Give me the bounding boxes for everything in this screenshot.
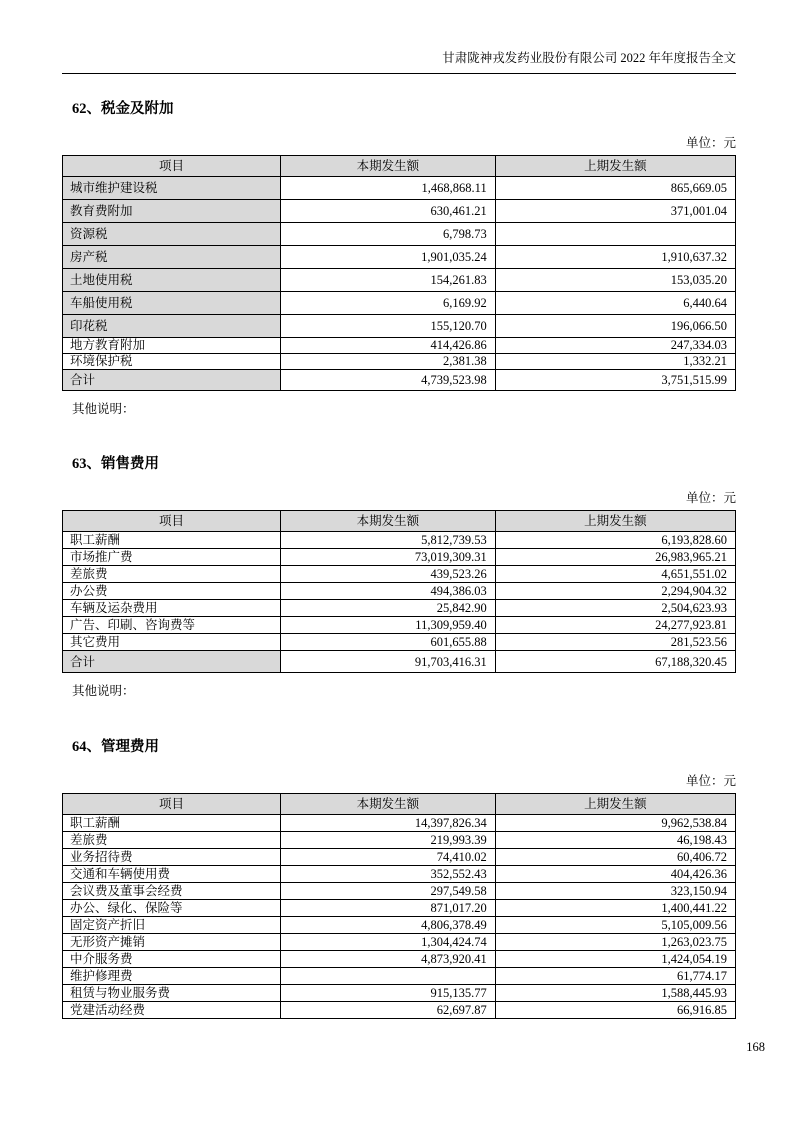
table-row xyxy=(63,814,736,831)
current-period-value-cell: 154,261.83 xyxy=(281,268,496,291)
taxes-and-surcharges-table xyxy=(62,155,736,391)
prior-period-value-cell: 404,426.36 xyxy=(495,865,735,882)
row-label-cell: 教育费附加 xyxy=(63,199,281,222)
column-header-item: 项目 xyxy=(63,511,281,532)
current-period-value-cell: 5,812,739.53 xyxy=(281,532,496,549)
table-row xyxy=(63,1001,736,1018)
table-row xyxy=(63,848,736,865)
section-63-other-note: 其他说明： xyxy=(72,684,135,699)
section-64-title: 64、管理费用 xyxy=(72,738,159,755)
table-row xyxy=(63,916,736,933)
table-row xyxy=(63,353,736,369)
current-period-value-cell: 297,549.58 xyxy=(281,882,496,899)
row-label-cell: 市场推广费 xyxy=(63,549,281,566)
current-period-value-cell: 62,697.87 xyxy=(281,1001,496,1018)
current-period-value-cell: 74,410.02 xyxy=(281,848,496,865)
row-label-cell: 办公费 xyxy=(63,583,281,600)
prior-period-value-cell: 1,910,637.32 xyxy=(495,245,735,268)
row-label-cell: 业务招待费 xyxy=(63,848,281,865)
current-period-value-cell: 4,739,523.98 xyxy=(281,369,496,390)
table-row xyxy=(63,600,736,617)
row-label-cell: 无形资产摊销 xyxy=(63,933,281,950)
section-62-unit-label: 单位：元 xyxy=(685,135,736,150)
row-label-cell: 会议费及董事会经费 xyxy=(63,882,281,899)
table-row xyxy=(63,222,736,245)
current-period-value-cell: 91,703,416.31 xyxy=(281,651,496,673)
table-header-row xyxy=(63,155,736,176)
current-period-value-cell: 25,842.90 xyxy=(281,600,496,617)
column-header-item: 项目 xyxy=(63,793,281,814)
current-period-value-cell: 11,309,959.40 xyxy=(281,617,496,634)
row-label-cell: 职工薪酬 xyxy=(63,814,281,831)
page-header xyxy=(62,0,736,74)
table-row xyxy=(63,865,736,882)
row-label-cell: 租赁与物业服务费 xyxy=(63,984,281,1001)
table-row xyxy=(63,532,736,549)
row-label-cell: 党建活动经费 xyxy=(63,1001,281,1018)
prior-period-value-cell: 1,263,023.75 xyxy=(495,933,735,950)
prior-period-value-cell: 9,962,538.84 xyxy=(495,814,735,831)
table-total-row xyxy=(63,369,736,390)
section-64-unit-label: 单位：元 xyxy=(685,773,736,788)
table-row xyxy=(63,549,736,566)
current-period-value-cell: 630,461.21 xyxy=(281,199,496,222)
row-label-cell: 差旅费 xyxy=(63,831,281,848)
row-label-cell: 车船使用税 xyxy=(63,291,281,314)
prior-period-value-cell: 61,774.17 xyxy=(495,967,735,984)
row-label-cell: 城市维护建设税 xyxy=(63,176,281,199)
prior-period-value-cell: 5,105,009.56 xyxy=(495,916,735,933)
section-63-title: 63、销售费用 xyxy=(72,456,159,473)
row-label-cell: 房产税 xyxy=(63,245,281,268)
prior-period-value-cell: 24,277,923.81 xyxy=(495,617,735,634)
current-period-value-cell: 352,552.43 xyxy=(281,865,496,882)
current-period-value-cell: 14,397,826.34 xyxy=(281,814,496,831)
current-period-value-cell: 73,019,309.31 xyxy=(281,549,496,566)
prior-period-value-cell: 2,294,904.32 xyxy=(495,583,735,600)
column-header-prior-period: 上期发生额 xyxy=(495,793,735,814)
current-period-value-cell: 414,426.86 xyxy=(281,337,496,353)
prior-period-value-cell: 865,669.05 xyxy=(495,176,735,199)
prior-period-value-cell: 281,523.56 xyxy=(495,634,735,651)
table-row xyxy=(63,967,736,984)
current-period-value-cell: 439,523.26 xyxy=(281,566,496,583)
table-row xyxy=(63,950,736,967)
prior-period-value-cell: 66,916.85 xyxy=(495,1001,735,1018)
row-label-cell: 资源税 xyxy=(63,222,281,245)
page-number: 168 xyxy=(746,1040,765,1054)
current-period-value-cell: 1,468,868.11 xyxy=(281,176,496,199)
row-label-cell: 职工薪酬 xyxy=(63,532,281,549)
report-header-title: 甘肃陇神戎发药业股份有限公司 2022 年年度报告全文 xyxy=(442,51,736,65)
current-period-value-cell: 6,798.73 xyxy=(281,222,496,245)
column-header-current-period: 本期发生额 xyxy=(281,155,496,176)
row-label-cell: 地方教育附加 xyxy=(63,337,281,353)
prior-period-value-cell: 196,066.50 xyxy=(495,314,735,337)
table-header-row xyxy=(63,511,736,532)
administrative-expenses-table xyxy=(62,793,736,1019)
table-row xyxy=(63,337,736,353)
current-period-value-cell: 2,381.38 xyxy=(281,353,496,369)
current-period-value-cell: 4,806,378.49 xyxy=(281,916,496,933)
selling-expenses-table xyxy=(62,510,736,673)
table-row xyxy=(63,984,736,1001)
current-period-value-cell: 494,386.03 xyxy=(281,583,496,600)
prior-period-value-cell: 1,332.21 xyxy=(495,353,735,369)
current-period-value-cell: 4,873,920.41 xyxy=(281,950,496,967)
row-label-cell: 办公、绿化、保险等 xyxy=(63,899,281,916)
prior-period-value-cell: 3,751,515.99 xyxy=(495,369,735,390)
prior-period-value-cell: 153,035.20 xyxy=(495,268,735,291)
prior-period-value-cell: 67,188,320.45 xyxy=(495,651,735,673)
current-period-value-cell: 601,655.88 xyxy=(281,634,496,651)
table-row xyxy=(63,634,736,651)
row-label-cell: 交通和车辆使用费 xyxy=(63,865,281,882)
current-period-value-cell: 155,120.70 xyxy=(281,314,496,337)
table-row xyxy=(63,566,736,583)
table-header-row xyxy=(63,793,736,814)
table-row xyxy=(63,291,736,314)
current-period-value-cell: 915,135.77 xyxy=(281,984,496,1001)
table-row xyxy=(63,882,736,899)
row-label-cell: 广告、印刷、咨询费等 xyxy=(63,617,281,634)
row-label-cell: 维护修理费 xyxy=(63,967,281,984)
prior-period-value-cell: 323,150.94 xyxy=(495,882,735,899)
prior-period-value-cell: 6,193,828.60 xyxy=(495,532,735,549)
row-label-cell: 中介服务费 xyxy=(63,950,281,967)
column-header-current-period: 本期发生额 xyxy=(281,511,496,532)
current-period-value-cell xyxy=(281,967,496,984)
column-header-current-period: 本期发生额 xyxy=(281,793,496,814)
table-row xyxy=(63,176,736,199)
table-total-row xyxy=(63,651,736,673)
row-label-cell: 土地使用税 xyxy=(63,268,281,291)
current-period-value-cell: 871,017.20 xyxy=(281,899,496,916)
table-row xyxy=(63,583,736,600)
table-row xyxy=(63,899,736,916)
prior-period-value-cell: 6,440.64 xyxy=(495,291,735,314)
prior-period-value-cell: 1,424,054.19 xyxy=(495,950,735,967)
table-row xyxy=(63,617,736,634)
prior-period-value-cell: 4,651,551.02 xyxy=(495,566,735,583)
row-label-cell: 环境保护税 xyxy=(63,353,281,369)
prior-period-value-cell: 2,504,623.93 xyxy=(495,600,735,617)
table-row xyxy=(63,245,736,268)
prior-period-value-cell: 1,400,441.22 xyxy=(495,899,735,916)
section-63-unit-label: 单位：元 xyxy=(685,491,736,506)
row-label-cell: 固定资产折旧 xyxy=(63,916,281,933)
column-header-prior-period: 上期发生额 xyxy=(495,155,735,176)
current-period-value-cell: 219,993.39 xyxy=(281,831,496,848)
row-label-cell: 车辆及运杂费用 xyxy=(63,600,281,617)
column-header-item: 项目 xyxy=(63,155,281,176)
section-62-other-note: 其他说明： xyxy=(72,401,135,416)
prior-period-value-cell: 371,001.04 xyxy=(495,199,735,222)
prior-period-value-cell: 60,406.72 xyxy=(495,848,735,865)
prior-period-value-cell: 46,198.43 xyxy=(495,831,735,848)
column-header-prior-period: 上期发生额 xyxy=(495,511,735,532)
current-period-value-cell: 1,901,035.24 xyxy=(281,245,496,268)
table-row xyxy=(63,933,736,950)
section-62-title: 62、税金及附加 xyxy=(72,101,174,117)
table-row xyxy=(63,831,736,848)
current-period-value-cell: 1,304,424.74 xyxy=(281,933,496,950)
prior-period-value-cell xyxy=(495,222,735,245)
row-label-cell: 其它费用 xyxy=(63,634,281,651)
table-row xyxy=(63,199,736,222)
prior-period-value-cell: 26,983,965.21 xyxy=(495,549,735,566)
current-period-value-cell: 6,169.92 xyxy=(281,291,496,314)
row-label-cell: 差旅费 xyxy=(63,566,281,583)
prior-period-value-cell: 1,588,445.93 xyxy=(495,984,735,1001)
table-row xyxy=(63,314,736,337)
prior-period-value-cell: 247,334.03 xyxy=(495,337,735,353)
page-content xyxy=(62,0,736,1019)
row-label-cell: 合计 xyxy=(63,369,281,390)
row-label-cell: 合计 xyxy=(63,651,281,673)
row-label-cell: 印花税 xyxy=(63,314,281,337)
table-row xyxy=(63,268,736,291)
